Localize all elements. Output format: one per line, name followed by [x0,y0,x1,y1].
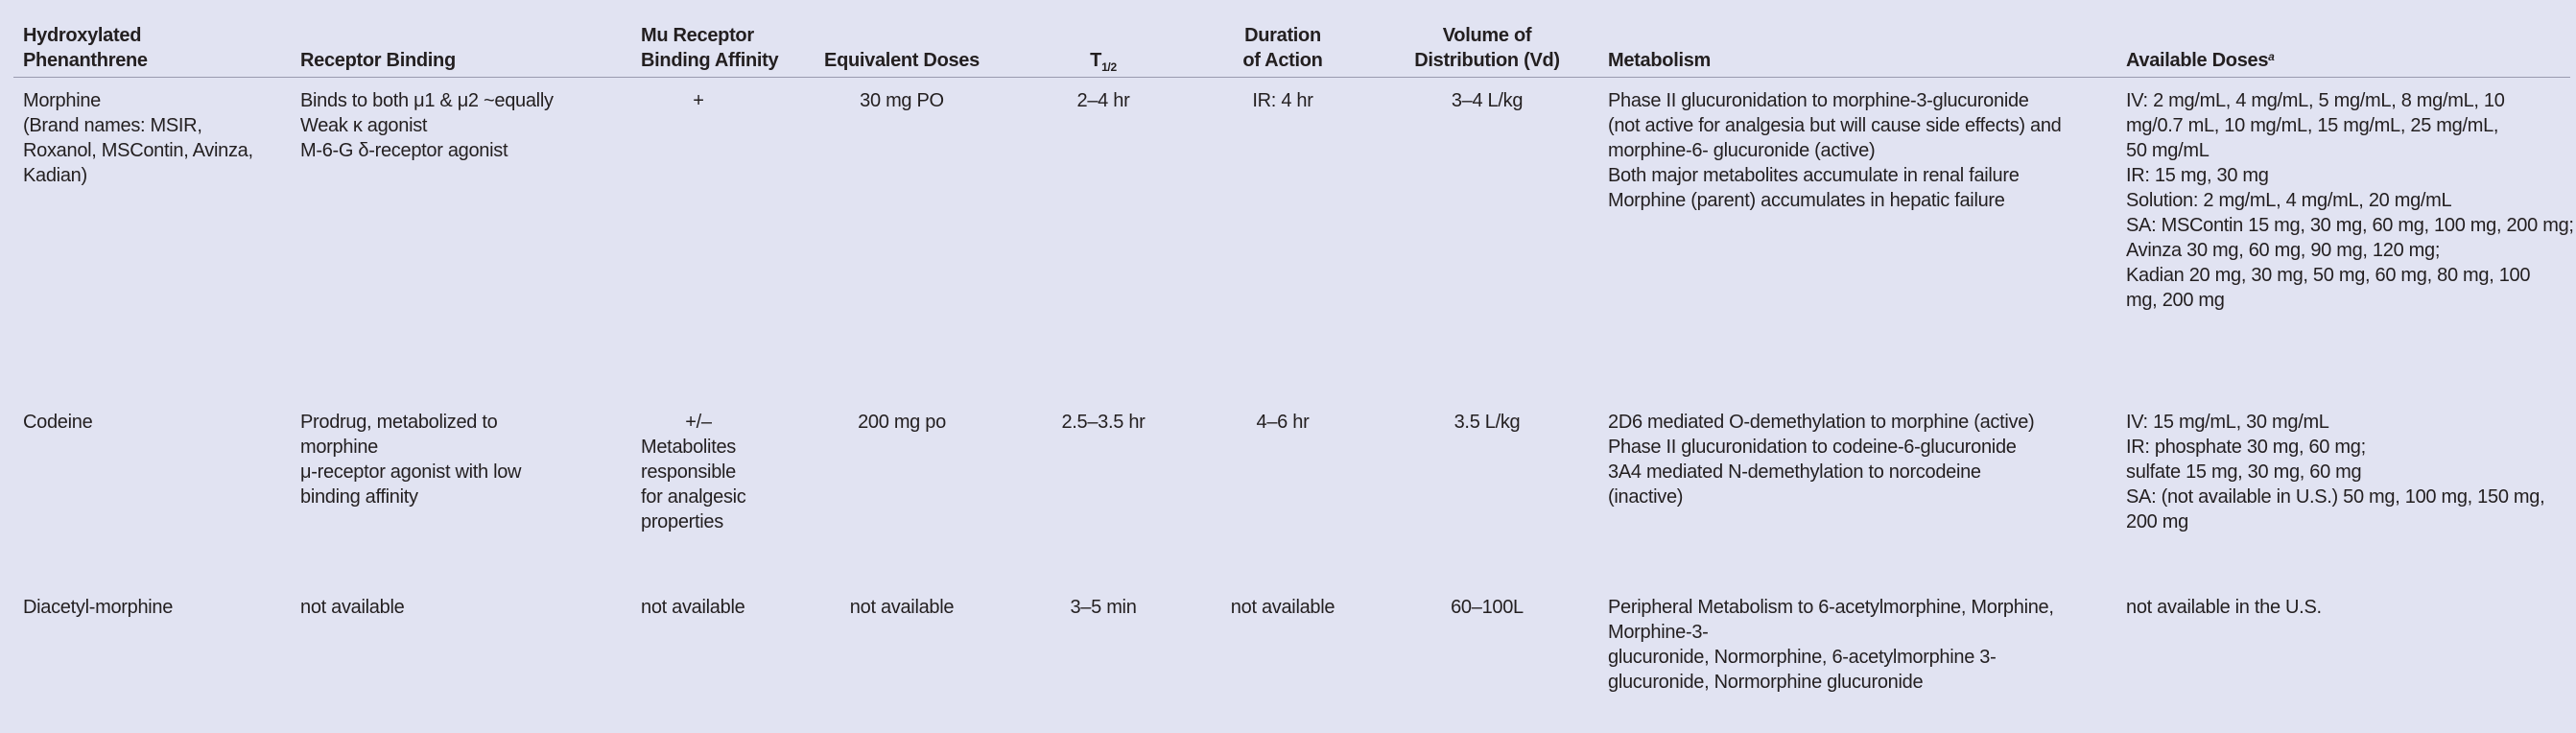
cell-half-life [1017,88,1190,113]
header-duration [1211,23,1355,73]
cell-metabolism [1608,88,2116,213]
cell-line: Both major metabolites accumulate in renal failure [1608,165,2020,186]
cell-line: Morphine [23,90,101,111]
cell-line: not available [300,597,405,618]
header-drug [23,23,148,73]
cell-line: sulfate 15 mg, 30 mg, 60 mg [2126,461,2362,483]
header-mu-affinity-line: Mu Receptor [641,25,754,46]
cell-line: 3A4 mediated N-demethylation to norcodeine [1608,461,1981,483]
header-equivalent-doses-label: Equivalent Doses [824,50,980,71]
cell-available-doses [2126,595,2572,620]
cell-half-life [1017,410,1190,435]
cell-line: 2D6 mediated O-demethylation to morphine (active) [1608,412,2035,433]
cell-available-doses [2126,88,2572,313]
cell-line: IR: phosphate 30 mg, 60 mg; [2126,437,2366,458]
cell-line: +/– [685,412,712,433]
cell-receptor-binding [300,410,626,509]
cell-line: not available [1230,597,1335,618]
cell-line: Phase II glucuronidation to morphine-3-glucuronide [1608,90,2029,111]
cell-mu-affinity [641,410,794,534]
cell-line: not available in the U.S. [2126,597,2322,618]
cell-half-life [1017,595,1190,620]
header-half-life-subscript: 1/2 [1101,60,1117,74]
cell-line: 4–6 hr [1256,412,1310,433]
header-available-doses-label [2126,48,2275,73]
header-volume-line: Distribution (Vd) [1414,50,1560,71]
cell-line: IR: 4 hr [1252,90,1313,111]
cell-line: Kadian) [23,165,87,186]
header-receptor-binding [300,48,456,73]
cell-line: not available [641,597,745,618]
cell-available-doses [2126,410,2572,534]
cell-line: SA: (not available in U.S.) 50 mg, 100 mg, 150 mg, [2126,486,2545,508]
cell-line: mg, 200 mg [2126,290,2225,311]
cell-duration [1211,595,1355,620]
cell-line: not available [849,597,955,618]
cell-line: Peripheral Metabolism to 6-acetylmorphine, Morphine, [1608,597,2054,618]
cell-line: μ-receptor agonist with low [300,461,522,483]
cell-line: IR: 15 mg, 30 mg [2126,165,2269,186]
cell-line: binding affinity [300,486,418,508]
header-drug-line: Hydroxylated [23,25,142,46]
cell-line: Avinza 30 mg, 60 mg, 90 mg, 120 mg; [2126,240,2441,261]
cell-line: mg/0.7 mL, 10 mg/mL, 15 mg/mL, 25 mg/mL, [2126,115,2499,136]
cell-line: (not active for analgesia but will cause side effects) and [1608,115,2062,136]
cell-line: 2.5–3.5 hr [1061,412,1146,433]
cell-line: Codeine [23,412,93,433]
cell-line: Diacetyl-morphine [23,597,174,618]
header-half-life [1017,48,1190,73]
header-half-life-label [1017,48,1190,73]
cell-line: 30 mg PO [860,90,944,111]
cell-line: (Brand names: MSIR, [23,115,202,136]
header-available-doses-text: Available Doses [2126,50,2269,71]
header-half-life-symbol: T [1090,50,1102,71]
cell-line: M-6-G δ-receptor agonist [300,140,508,161]
cell-drug [23,595,287,620]
cell-metabolism [1608,595,2116,695]
header-mu-affinity-line: Binding Affinity [641,50,779,71]
cell-line: Metabolites [641,437,736,458]
header-footnote-marker: a [2268,50,2275,63]
cell-equivalent-doses [806,88,998,113]
header-duration-line: Duration [1244,25,1321,46]
header-volume [1382,23,1593,73]
cell-equivalent-doses [806,410,998,435]
cell-line: for analgesic [641,486,746,508]
header-divider [13,77,2570,78]
cell-line: morphine-6- glucuronide (active) [1608,140,1876,161]
cell-line: Binds to both μ1 & μ2 ~equally [300,90,554,111]
cell-receptor-binding [300,88,626,163]
cell-drug [23,88,287,188]
cell-line: responsible [641,461,736,483]
cell-line: 3–4 L/kg [1451,90,1524,111]
cell-duration [1211,88,1355,113]
cell-metabolism [1608,410,2116,509]
cell-line: morphine [300,437,378,458]
header-metabolism-label: Metabolism [1608,50,1712,71]
cell-line: IV: 15 mg/mL, 30 mg/mL [2126,412,2329,433]
cell-line: IV: 2 mg/mL, 4 mg/mL, 5 mg/mL, 8 mg/mL, 10 [2126,90,2505,111]
cell-line: 3.5 L/kg [1453,412,1521,433]
cell-line: 200 mg po [858,412,946,433]
cell-line: Roxanol, MSContin, Avinza, [23,140,253,161]
cell-line: (inactive) [1608,486,1684,508]
cell-duration [1211,410,1355,435]
cell-volume [1382,595,1593,620]
cell-line: glucuronide, Normorphine, 6-acetylmorphine 3- [1608,647,1997,668]
cell-line: Solution: 2 mg/mL, 4 mg/mL, 20 mg/mL [2126,190,2452,211]
cell-drug [23,410,287,435]
cell-line: + [693,90,704,111]
header-duration-line: of Action [1242,50,1323,71]
cell-line: 2–4 hr [1076,90,1130,111]
cell-line: properties [641,511,723,532]
cell-mu-affinity [641,595,794,620]
cell-line: SA: MSContin 15 mg, 30 mg, 60 mg, 100 mg, 200 mg; [2126,215,2574,236]
cell-volume [1382,88,1593,113]
cell-line: Morphine-3- [1608,622,1709,643]
cell-line: 60–100L [1451,597,1524,618]
header-volume-line: Volume of [1442,25,1532,46]
cell-line: Prodrug, metabolized to [300,412,498,433]
header-metabolism [1608,48,1711,73]
cell-equivalent-doses [806,595,998,620]
cell-line: 200 mg [2126,511,2188,532]
cell-volume [1382,410,1593,435]
header-drug-line: Phenanthrene [23,50,148,71]
header-equivalent-doses [806,48,998,73]
header-receptor-binding-label: Receptor Binding [300,50,456,71]
cell-line: glucuronide, Normorphine glucuronide [1608,672,1924,693]
cell-line: Weak κ agonist [300,115,428,136]
cell-line: Phase II glucuronidation to codeine-6-glucuronide [1608,437,2017,458]
cell-line: Kadian 20 mg, 30 mg, 50 mg, 60 mg, 80 mg, 100 [2126,265,2531,286]
table-header-row [0,12,2576,73]
cell-receptor-binding [300,595,626,620]
cell-line: 3–5 min [1070,597,1137,618]
header-available-doses [2126,48,2275,73]
cell-line: 50 mg/mL [2126,140,2210,161]
cell-line: Morphine (parent) accumulates in hepatic failure [1608,190,2005,211]
header-mu-affinity [641,23,778,73]
cell-mu-affinity [641,88,794,113]
